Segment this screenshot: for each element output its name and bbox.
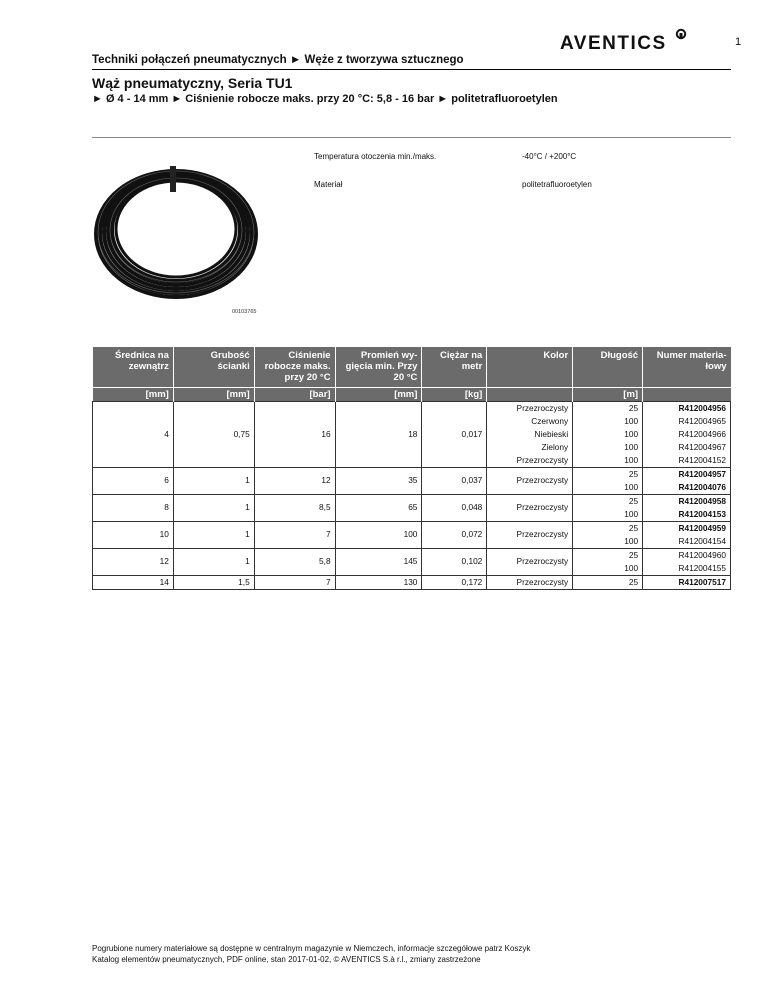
- cell-color: Zielony: [487, 441, 573, 454]
- table-header-row: [93, 347, 731, 387]
- page-subtitle: ► Ø 4 - 14 mm ► Ciśnienie robocze maks. przy 20 °C: 5,8 - 16 bar ► politetrafluoroetylen: [92, 93, 558, 105]
- col-header-length: Długość: [573, 347, 643, 387]
- footer-note: Pogrubione numery materiałowe są dostępne w centralnym magazynie w Niemczech, informacje szczegółowe patrz Koszyk: [92, 944, 531, 953]
- table-row: [93, 494, 731, 508]
- cell-weight: 0,072: [422, 521, 487, 548]
- cell-part-number: R412004959: [643, 521, 731, 535]
- unit-length: [m]: [573, 387, 643, 401]
- footer: [92, 944, 530, 965]
- cell-part-number: R412004154: [643, 535, 731, 549]
- cell-part-number: R412004152: [643, 454, 731, 468]
- cell-color: Niebieski: [487, 428, 573, 441]
- table-group-14mm: [93, 575, 731, 589]
- col-header-color: Kolor: [487, 347, 573, 387]
- cell-pressure: 12: [254, 467, 335, 494]
- cell-wall: 1: [173, 494, 254, 521]
- cell-weight: 0,048: [422, 494, 487, 521]
- cell-color: Przezroczysty: [487, 454, 573, 468]
- spec-value-temperature: -40°C / +200°C: [522, 152, 577, 161]
- cell-pressure: 7: [254, 575, 335, 589]
- cell-diameter: 14: [93, 575, 174, 589]
- cell-length: 100: [573, 441, 643, 454]
- table-group-10mm: [93, 521, 731, 548]
- col-header-wall: Grubość ścianki: [173, 347, 254, 387]
- cell-wall: 1,5: [173, 575, 254, 589]
- cell-diameter: 4: [93, 401, 174, 467]
- table-row: [93, 575, 731, 589]
- spec-label-temperature: Temperatura otoczenia min./maks.: [314, 152, 437, 161]
- image-id: 00103765: [232, 309, 257, 315]
- table-row: [93, 548, 731, 562]
- cell-length: 25: [573, 521, 643, 535]
- cell-part-number: R412004967: [643, 441, 731, 454]
- cell-part-number: R412004956: [643, 401, 731, 415]
- unit-weight: [kg]: [422, 387, 487, 401]
- table-unit-row: [93, 387, 731, 401]
- section-divider: [92, 137, 731, 138]
- cell-length: 25: [573, 494, 643, 508]
- cell-part-number: R412004155: [643, 562, 731, 576]
- cell-part-number: R412004958: [643, 494, 731, 508]
- cell-length: 100: [573, 454, 643, 468]
- page-number: 1: [735, 36, 742, 48]
- header-divider: [92, 69, 731, 70]
- cell-weight: 0,037: [422, 467, 487, 494]
- unit-wall: [mm]: [173, 387, 254, 401]
- spec-label-material: Materiał: [314, 180, 343, 189]
- cell-length: 25: [573, 401, 643, 415]
- cell-diameter: 6: [93, 467, 174, 494]
- cell-part-number: R412004076: [643, 481, 731, 495]
- col-header-part: Numer materia-łowy: [643, 347, 731, 387]
- parts-table: [92, 347, 731, 590]
- cell-wall: 1: [173, 548, 254, 575]
- cell-part-number: R412004965: [643, 415, 731, 428]
- cell-length: 100: [573, 415, 643, 428]
- footer-copyright: Katalog elementów pneumatycznych, PDF online, stan 2017-01-02, © AVENTICS S.à r.l., zmiany zastrzeżone: [92, 954, 481, 964]
- cell-color: Przezroczysty: [487, 521, 573, 548]
- cell-radius: 65: [335, 494, 422, 521]
- table-row: [93, 401, 731, 415]
- cell-color: Przezroczysty: [487, 401, 573, 415]
- cell-radius: 18: [335, 401, 422, 467]
- cell-length: 25: [573, 575, 643, 589]
- cell-color: Czerwony: [487, 415, 573, 428]
- table-row: [93, 467, 731, 481]
- cell-radius: 100: [335, 521, 422, 548]
- col-header-diameter: Średnica na zewnątrz: [93, 347, 174, 387]
- unit-part: [643, 387, 731, 401]
- page-title: Wąż pneumatyczny, Seria TU1: [92, 75, 293, 91]
- cell-pressure: 16: [254, 401, 335, 467]
- cell-length: 100: [573, 562, 643, 576]
- table-row: [93, 521, 731, 535]
- cell-radius: 35: [335, 467, 422, 494]
- cell-weight: 0,017: [422, 401, 487, 467]
- cell-color: Przezroczysty: [487, 494, 573, 521]
- cell-color: Przezroczysty: [487, 575, 573, 589]
- cell-part-number: R412004960: [643, 548, 731, 562]
- table-group-6mm: [93, 467, 731, 494]
- aventics-logo: [560, 28, 690, 52]
- table-group-12mm: [93, 548, 731, 575]
- breadcrumb: Techniki połączeń pneumatycznych ► Węże z tworzywa sztucznego: [92, 54, 464, 66]
- cell-part-number: R412007517: [643, 575, 731, 589]
- cell-pressure: 8,5: [254, 494, 335, 521]
- cell-diameter: 8: [93, 494, 174, 521]
- cell-wall: 1: [173, 467, 254, 494]
- unit-radius: [mm]: [335, 387, 422, 401]
- cell-length: 25: [573, 467, 643, 481]
- cell-color: Przezroczysty: [487, 467, 573, 494]
- cell-length: 100: [573, 428, 643, 441]
- col-header-radius: Promień wy-gięcia min. Przy 20 °C: [335, 347, 422, 387]
- unit-color: [487, 387, 573, 401]
- cell-wall: 1: [173, 521, 254, 548]
- cell-wall: 0,75: [173, 401, 254, 467]
- cell-length: 100: [573, 535, 643, 549]
- unit-diameter: [mm]: [93, 387, 174, 401]
- cell-length: 25: [573, 548, 643, 562]
- hose-coil-image: [90, 158, 265, 303]
- cell-length: 100: [573, 481, 643, 495]
- cell-weight: 0,172: [422, 575, 487, 589]
- table-group-8mm: [93, 494, 731, 521]
- cell-length: 100: [573, 508, 643, 522]
- cell-pressure: 5,8: [254, 548, 335, 575]
- cell-weight: 0,102: [422, 548, 487, 575]
- cell-part-number: R412004966: [643, 428, 731, 441]
- cell-pressure: 7: [254, 521, 335, 548]
- cell-color: Przezroczysty: [487, 548, 573, 575]
- spec-value-material: politetrafluoroetylen: [522, 180, 592, 189]
- svg-text:AVENTICS: AVENTICS: [560, 33, 667, 52]
- cell-radius: 145: [335, 548, 422, 575]
- cell-part-number: R412004153: [643, 508, 731, 522]
- col-header-weight: Ciężar na metr: [422, 347, 487, 387]
- cell-diameter: 10: [93, 521, 174, 548]
- unit-pressure: [bar]: [254, 387, 335, 401]
- cell-diameter: 12: [93, 548, 174, 575]
- table-group-4mm: [93, 401, 731, 467]
- col-header-pressure: Ciśnienie robocze maks. przy 20 °C: [254, 347, 335, 387]
- cell-part-number: R412004957: [643, 467, 731, 481]
- cell-radius: 130: [335, 575, 422, 589]
